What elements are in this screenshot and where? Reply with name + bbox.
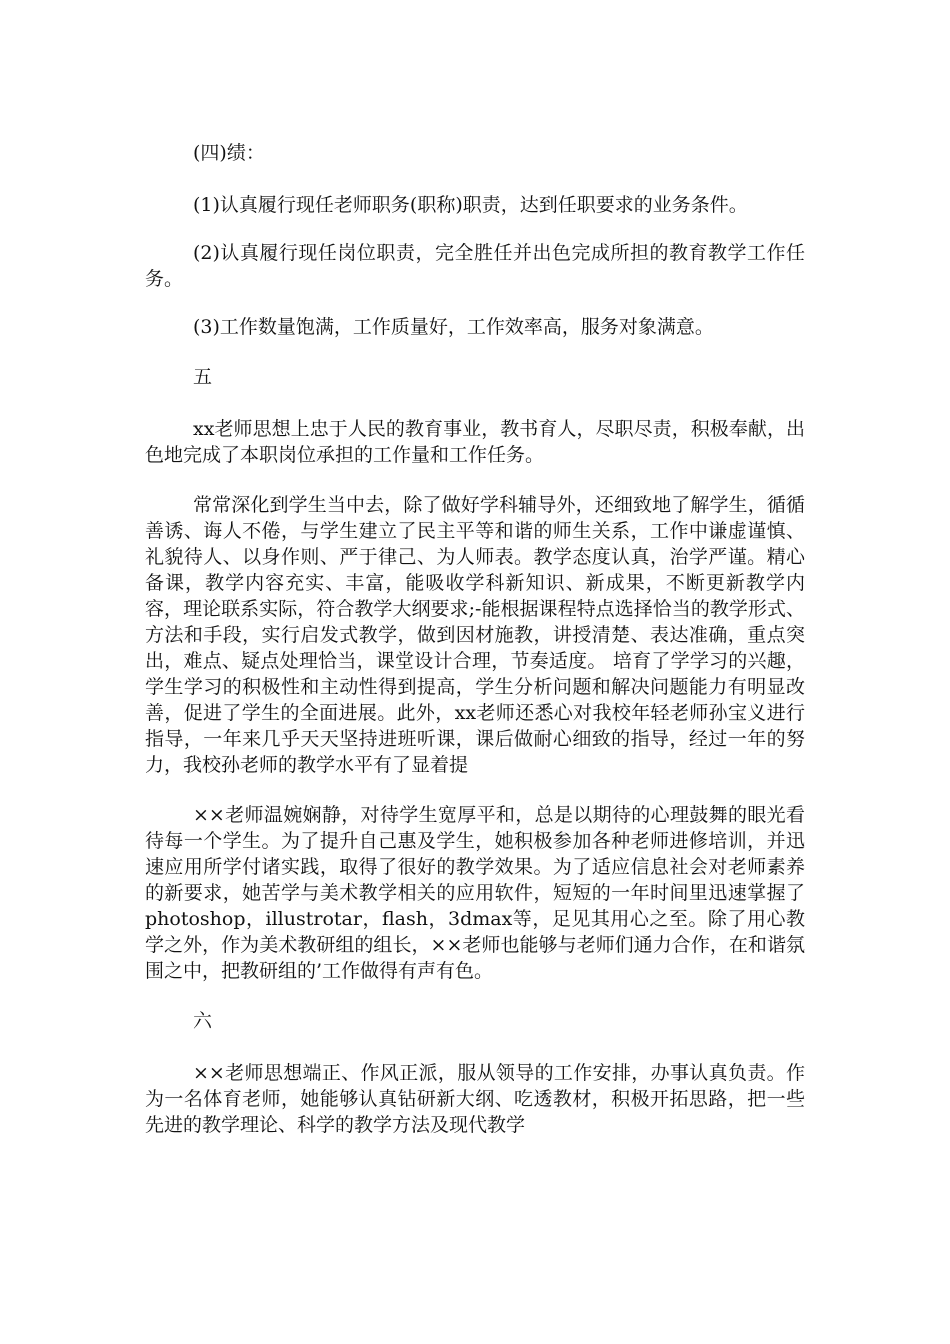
paragraph: 常常深化到学生当中去，除了做好学科辅导外，还细致地了解学生，循循善诱、诲人不倦，与学生建立了民主平等和谐的师生关系，工作中谦虚谨慎、礼貌待人、以身作则、严于律己、为人师表。教学态度认真，治学严谨。精心备课，教学内容充实、丰富，能吸收学科新知识、新成果，不断更新教学内容，理论联系实际，符合教学大纲要求;-能根据课程特点选择恰当的教学形式、方法和手段，实行启发式教学，做到因材施教，讲授清楚、表达准确，重点突出，难点、疑点处理恰当，课堂设计合理，节奏适度。 培育了学学习的兴趣，学生学习的积极性和主动性得到提高，学生分析问题和解决问题能力有明显改善，促进了学生的全面进展。此外，xx老师还悉心对我校年轻老师孙宝义进行指导，一年来几乎天天坚持进班听课，课后做耐心细致的指导，经过一年的努力，我校孙老师的教学水平有了显着提 [145,494,805,776]
paragraph: (2)认真履行现任岗位职责，完全胜任并出色完成所担的教育教学工作任务。 [145,242,805,290]
paragraph: (3)工作数量饱满，工作质量好，工作效率高，服务对象满意。 [193,316,714,338]
paragraph: ××老师思想端正、作风正派，服从领导的工作安排，办事认真负责。作为一名体育老师，她能够认真钻研新大纲、吃透教材，积极开拓思路，把一些先进的教学理论、科学的教学方法及现代教学 [145,1062,805,1136]
section-number: 五 [193,366,213,388]
paragraph: ××老师温婉娴静，对待学生宽厚平和，总是以期待的心理鼓舞的眼光看待每一个学生。为了提升自己惠及学生，她积极参加各种老师进修培训，并迅速应用所学付诸实践，取得了很好的教学效果。为了适应信息社会对老师素养的新要求，她苦学与美术教学相关的应用软件，短短的一年时间里迅速掌握了photoshop，illustrotar，flash，3dmax等，足见其用心之至。除了用心教学之外，作为美术教研组的组长，××老师也能够与老师们通力合作，在和谐氛围之中，把教研组的’工作做得有声有色。 [145,804,805,982]
section-heading: (四)绩： [193,142,265,164]
section-number: 六 [193,1010,213,1032]
paragraph: xx老师思想上忠于人民的教育事业，教书育人，尽职尽责，积极奉献，出色地完成了本职岗位承担的工作量和工作任务。 [145,418,805,466]
document-body [145,140,805,1162]
paragraph: (1)认真履行现任老师职务(职称)职责，达到任职要求的业务条件。 [193,194,748,216]
